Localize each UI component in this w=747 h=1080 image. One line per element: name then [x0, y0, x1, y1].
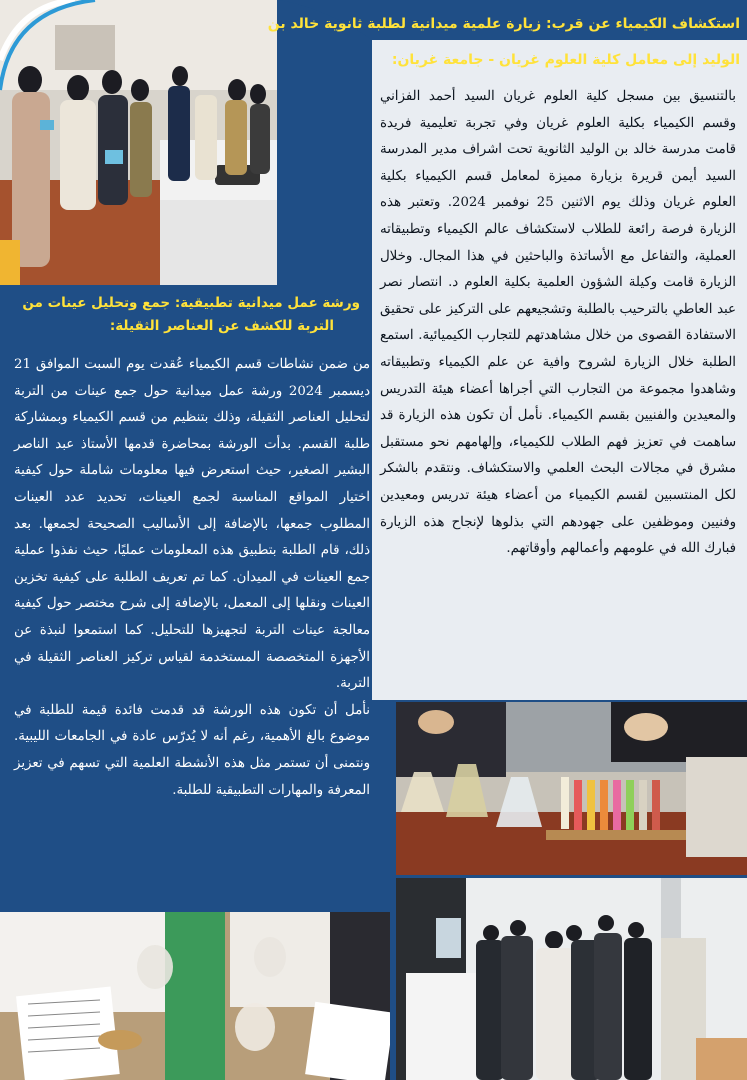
article1-body — [380, 84, 736, 563]
photo-lab-room — [396, 878, 747, 1080]
photo-students-visit — [0, 0, 277, 285]
photo-soil-samples — [0, 912, 390, 1080]
article2-body — [14, 352, 370, 804]
article1-title-line1: استكشاف الكيمياء عن قرب: زيارة علمية ميدانية لطلبة ثانوية خالد بن — [267, 16, 740, 32]
article2-paragraph1: من ضمن نشاطات قسم الكيمياء عُقدت يوم السبت الموافق 21 ديسمبر 2024 ورشة عمل ميدانية حول جمع عينات من التربة لتحليل العناصر الثقيلة، وذلك بتنظيم من قسم الكيمياء وبمشاركة طلبة القسم. بدأت الورشة بمحاضرة قدمها الأستاذ عبد الناصر البشير الصغير، حيث استعرض فيها معلومات شاملة حول كيفية اختيار المواقع المناسبة لجمع العينات، تحديد عدد العينات المطلوب جمعها، بالإضافة إلى الأساليب الصحيحة لجمعها. بعد ذلك، قام الطلبة بتطبيق هذه المعلومات عمليًا، حيث نفذوا عملية جمع العينات في الميدان. كما تم تعريف الطلبة على كيفية تخزين العينات ونقلها إلى المعمل، بالإضافة إلى شرح مختصر حول كيفية معالجة عينات التربة لتجهيزها للتحليل. كما استمعوا لنبذة عن الأجهزة المتخصصة المستخدمة لقياس تركيز العناصر الثقيلة في التربة. — [14, 357, 371, 692]
article2-paragraph2: نأمل أن تكون هذه الورشة قد قدمت فائدة قيمة للطلبة في موضوع بالغ الأهمية، رغم أنه لا يُدرّس عادة في الجامعات الليبية. ونتمنى أن تستمر مثل هذه الأنشطة العلمية التي تسهم في تعزيز المعرفة والمهارات التطبيقية للطلبة. — [14, 702, 370, 798]
article1-title-line2: الوليد إلى معامل كلية العلوم غريان - جامعة غريان: — [391, 52, 740, 68]
article1-paragraph: بالتنسيق بين مسجل كلية العلوم غريان السيد أحمد الفزاني وقسم الكيمياء بكلية العلوم غريان وفي تجربة تعليمية فريدة قامت مدرسة خالد بن الوليد الثانوية تحت اشراف مدير المدرسة السيد أيمن قريرة بزيارة مميزة لمعامل قسم الكيمياء بكلية العلوم غريان وذلك يوم الاثنين 25 نوفمبر 2024. وتعتبر هذه الزيارة فرصة رائعة للطلاب لاستكشاف عالم الكيمياء وتطبيقاته العملية، والتفاعل مع الأساتذة والباحثين في هذا المجال. وخلال الزيارة قامت وكيلة الشؤون العلمية بكلية العلوم د. انتصار نصر عبد العاطي بالترحيب بالطلبة وتشجيعهم على التركيز على تحقيق الاستفادة القصوى من خلال مشاهدتهم للتجارب الكيميائية. استمع الطلبة خلال الزيارة لشروح وافية عن علم الكيمياء وتطبيقاته وشاهدوا مجموعة من التجارب التي أجراها أعضاء هيئة التدريس والمعيدين والفنيين بقسم الكيمياء. نأمل أن تكون هذه الزيارة قد ساهمت في تعزيز فهم الطلاب للكيمياء، وإلهامهم نحو مستقبل مشرق في مجالات البحث العلمي والاستكشاف. ونتقدم بالشكر لكل المنتسبين لقسم الكيمياء من أعضاء هيئة تدريس ومعيدين وفنيين وموظفين على جهودهم التي بذلوها لإنجاح هذه الزيارة فبارك الله في علومهم وأعمالهم وأوقاتهم. — [380, 89, 736, 557]
article2-title — [24, 292, 360, 338]
photo-lab-flasks — [396, 702, 747, 875]
article1-title — [267, 6, 740, 78]
article2-title-line1: ورشة عمل ميدانية تطبيقية: جمع وتحليل عينات من — [22, 295, 360, 311]
article2-title-line2: التربة للكشف عن العناصر الثقيلة: — [109, 318, 334, 334]
